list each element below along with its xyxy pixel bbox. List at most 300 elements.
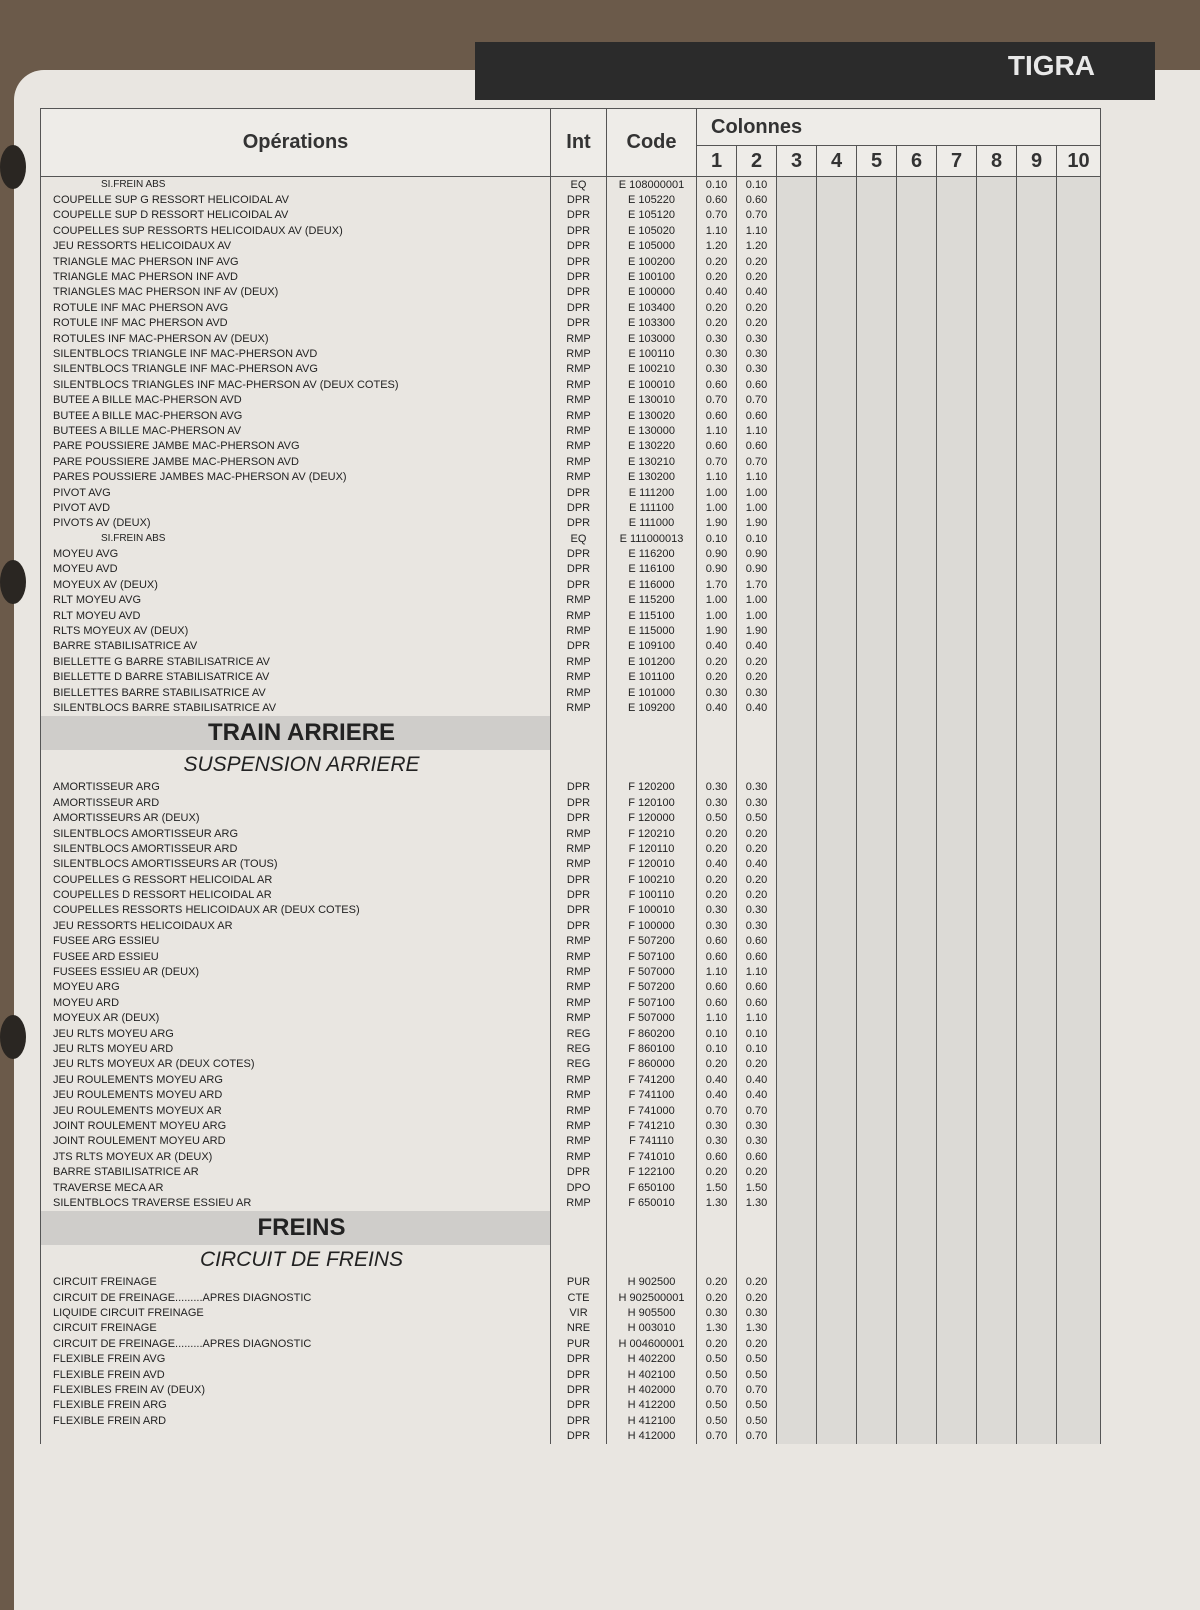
empty-column-cell bbox=[777, 177, 817, 193]
empty-column-cell bbox=[857, 1134, 897, 1149]
empty-column-cell bbox=[777, 685, 817, 700]
empty-column-cell bbox=[1017, 1382, 1057, 1397]
empty-column-cell bbox=[1057, 439, 1101, 454]
empty-column-cell bbox=[857, 1290, 897, 1305]
empty-column-cell bbox=[937, 1275, 977, 1290]
code-cell: F 120000 bbox=[607, 810, 697, 825]
table-row bbox=[41, 1149, 1101, 1164]
empty-column-cell bbox=[777, 810, 817, 825]
empty-column-cell bbox=[817, 1211, 857, 1245]
empty-column-cell bbox=[937, 1134, 977, 1149]
empty-column-cell bbox=[817, 593, 857, 608]
empty-column-cell bbox=[1017, 1118, 1057, 1133]
empty-column-cell bbox=[897, 857, 937, 872]
col2-value: 1.20 bbox=[737, 239, 777, 254]
code-cell: F 507100 bbox=[607, 949, 697, 964]
empty-column-cell bbox=[977, 980, 1017, 995]
empty-column-cell bbox=[857, 872, 897, 887]
empty-column-cell bbox=[937, 1352, 977, 1367]
empty-column-cell bbox=[817, 872, 857, 887]
code-cell bbox=[607, 1211, 697, 1245]
int-cell: RMP bbox=[551, 331, 607, 346]
table-row bbox=[41, 423, 1101, 438]
int-cell: DPR bbox=[551, 903, 607, 918]
empty-column-cell bbox=[897, 546, 937, 561]
empty-column-cell bbox=[817, 177, 857, 193]
empty-column-cell bbox=[1057, 454, 1101, 469]
col2-value: 0.40 bbox=[737, 639, 777, 654]
empty-column-cell bbox=[1057, 208, 1101, 223]
empty-column-cell bbox=[897, 639, 937, 654]
empty-column-cell bbox=[937, 469, 977, 484]
operation-cell: CIRCUIT FREINAGE bbox=[41, 1275, 551, 1290]
int-cell: DPR bbox=[551, 516, 607, 531]
operation-cell: RLT MOYEU AVD bbox=[41, 608, 551, 623]
empty-column-cell bbox=[1017, 623, 1057, 638]
empty-column-cell bbox=[817, 826, 857, 841]
empty-column-cell bbox=[1017, 795, 1057, 810]
col2-value: 0.30 bbox=[737, 1305, 777, 1320]
empty-column-cell bbox=[817, 1290, 857, 1305]
col2-value: 0.60 bbox=[737, 408, 777, 423]
table-row bbox=[41, 285, 1101, 300]
table-row bbox=[41, 1057, 1101, 1072]
col2-value: 1.00 bbox=[737, 608, 777, 623]
empty-column-cell bbox=[897, 485, 937, 500]
col1-value: 1.10 bbox=[697, 423, 737, 438]
empty-column-cell bbox=[857, 577, 897, 592]
empty-column-cell bbox=[1017, 408, 1057, 423]
empty-column-cell bbox=[1057, 316, 1101, 331]
empty-column-cell bbox=[1017, 903, 1057, 918]
col1-value: 0.40 bbox=[697, 857, 737, 872]
operation-cell: JOINT ROULEMENT MOYEU ARG bbox=[41, 1118, 551, 1133]
empty-column-cell bbox=[937, 346, 977, 361]
code-cell: F 741200 bbox=[607, 1072, 697, 1087]
empty-column-cell bbox=[897, 964, 937, 979]
operation-cell: RLT MOYEU AVG bbox=[41, 593, 551, 608]
empty-column-cell bbox=[817, 254, 857, 269]
empty-column-cell bbox=[817, 1026, 857, 1041]
operation-cell: FLEXIBLE FREIN ARG bbox=[41, 1398, 551, 1413]
col1-value: 0.30 bbox=[697, 1134, 737, 1149]
col1-value: 1.30 bbox=[697, 1195, 737, 1210]
operation-cell: SUSPENSION ARRIERE bbox=[41, 750, 551, 780]
col2-value: 1.10 bbox=[737, 1011, 777, 1026]
int-cell: DPR bbox=[551, 577, 607, 592]
empty-column-cell bbox=[1017, 1429, 1057, 1444]
empty-column-cell bbox=[1017, 700, 1057, 715]
col1-value: 0.40 bbox=[697, 285, 737, 300]
int-cell: DPR bbox=[551, 1429, 607, 1444]
empty-column-cell bbox=[897, 1118, 937, 1133]
table-row bbox=[41, 685, 1101, 700]
empty-column-cell bbox=[1017, 949, 1057, 964]
empty-column-cell bbox=[777, 623, 817, 638]
empty-column-cell bbox=[1057, 934, 1101, 949]
empty-column-cell bbox=[1057, 949, 1101, 964]
empty-column-cell bbox=[777, 700, 817, 715]
table-row bbox=[41, 531, 1101, 546]
col1-value: 0.30 bbox=[697, 346, 737, 361]
operation-cell: COUPELLES RESSORTS HELICOIDAUX AR (DEUX COTES) bbox=[41, 903, 551, 918]
empty-column-cell bbox=[937, 1382, 977, 1397]
empty-column-cell bbox=[817, 239, 857, 254]
code-cell: E 111200 bbox=[607, 485, 697, 500]
empty-column-cell bbox=[777, 239, 817, 254]
empty-column-cell bbox=[937, 1180, 977, 1195]
operation-cell: TRIANGLE MAC PHERSON INF AVD bbox=[41, 269, 551, 284]
code-cell: E 115100 bbox=[607, 608, 697, 623]
int-cell: DPR bbox=[551, 208, 607, 223]
empty-column-cell bbox=[937, 1429, 977, 1444]
empty-column-cell bbox=[897, 654, 937, 669]
empty-column-cell bbox=[857, 1245, 897, 1275]
col2-value: 0.30 bbox=[737, 685, 777, 700]
empty-column-cell bbox=[977, 670, 1017, 685]
empty-column-cell bbox=[977, 516, 1017, 531]
empty-column-cell bbox=[817, 1134, 857, 1149]
col1-value: 0.30 bbox=[697, 362, 737, 377]
int-cell: DPR bbox=[551, 500, 607, 515]
code-cell: F 860200 bbox=[607, 1026, 697, 1041]
operation-cell: SILENTBLOCS TRIANGLE INF MAC-PHERSON AVD bbox=[41, 346, 551, 361]
empty-column-cell bbox=[977, 392, 1017, 407]
operation-cell: ROTULE INF MAC PHERSON AVG bbox=[41, 300, 551, 315]
header-colonnes: Colonnes bbox=[697, 109, 1101, 146]
empty-column-cell bbox=[857, 1211, 897, 1245]
empty-column-cell bbox=[1017, 1087, 1057, 1102]
operation-cell: ROTULE INF MAC PHERSON AVD bbox=[41, 316, 551, 331]
empty-column-cell bbox=[937, 300, 977, 315]
operation-cell: CIRCUIT DE FREINS bbox=[41, 1245, 551, 1275]
empty-column-cell bbox=[977, 454, 1017, 469]
int-cell: REG bbox=[551, 1041, 607, 1056]
code-cell: H 902500 bbox=[607, 1275, 697, 1290]
empty-column-cell bbox=[857, 254, 897, 269]
empty-column-cell bbox=[817, 639, 857, 654]
empty-column-cell bbox=[937, 331, 977, 346]
empty-column-cell bbox=[1057, 331, 1101, 346]
col1-value: 0.10 bbox=[697, 177, 737, 193]
empty-column-cell bbox=[897, 593, 937, 608]
empty-column-cell bbox=[1057, 1382, 1101, 1397]
empty-column-cell bbox=[857, 408, 897, 423]
empty-column-cell bbox=[817, 423, 857, 438]
empty-column-cell bbox=[777, 469, 817, 484]
code-cell: F 120100 bbox=[607, 795, 697, 810]
code-cell: E 111000013 bbox=[607, 531, 697, 546]
code-cell: F 100010 bbox=[607, 903, 697, 918]
empty-column-cell bbox=[857, 1164, 897, 1179]
col1-value: 0.60 bbox=[697, 1149, 737, 1164]
col1-value: 0.60 bbox=[697, 408, 737, 423]
empty-column-cell bbox=[977, 423, 1017, 438]
col2-value: 0.60 bbox=[737, 949, 777, 964]
empty-column-cell bbox=[1017, 826, 1057, 841]
operation-cell: AMORTISSEUR ARD bbox=[41, 795, 551, 810]
empty-column-cell bbox=[1057, 795, 1101, 810]
empty-column-cell bbox=[937, 1305, 977, 1320]
code-cell: E 130020 bbox=[607, 408, 697, 423]
col1-value: 0.20 bbox=[697, 316, 737, 331]
brand-title: TIGRA bbox=[1007, 50, 1095, 81]
empty-column-cell bbox=[897, 423, 937, 438]
code-cell: H 402200 bbox=[607, 1352, 697, 1367]
col1-value: 0.30 bbox=[697, 1118, 737, 1133]
empty-column-cell bbox=[937, 500, 977, 515]
int-cell: RMP bbox=[551, 346, 607, 361]
empty-column-cell bbox=[857, 346, 897, 361]
empty-column-cell bbox=[857, 670, 897, 685]
operation-cell: JEU ROULEMENTS MOYEU ARD bbox=[41, 1087, 551, 1102]
empty-column-cell bbox=[977, 223, 1017, 238]
empty-column-cell bbox=[897, 1305, 937, 1320]
empty-column-cell bbox=[897, 995, 937, 1010]
table-row bbox=[41, 239, 1101, 254]
empty-column-cell bbox=[777, 918, 817, 933]
empty-column-cell bbox=[777, 254, 817, 269]
int-cell: RMP bbox=[551, 995, 607, 1010]
empty-column-cell bbox=[937, 1149, 977, 1164]
empty-column-cell bbox=[1017, 562, 1057, 577]
table-row bbox=[41, 1382, 1101, 1397]
empty-column-cell bbox=[817, 810, 857, 825]
col2-value: 0.60 bbox=[737, 995, 777, 1010]
code-cell bbox=[607, 716, 697, 750]
operation-cell: PIVOT AVD bbox=[41, 500, 551, 515]
empty-column-cell bbox=[817, 208, 857, 223]
int-cell: RMP bbox=[551, 1134, 607, 1149]
int-cell: DPR bbox=[551, 1367, 607, 1382]
empty-column-cell bbox=[1057, 857, 1101, 872]
empty-column-cell bbox=[1057, 562, 1101, 577]
empty-column-cell bbox=[857, 623, 897, 638]
int-cell bbox=[551, 1245, 607, 1275]
empty-column-cell bbox=[777, 577, 817, 592]
empty-column-cell bbox=[817, 1382, 857, 1397]
empty-column-cell bbox=[897, 1072, 937, 1087]
table-row bbox=[41, 903, 1101, 918]
empty-column-cell bbox=[817, 1149, 857, 1164]
empty-column-cell bbox=[817, 392, 857, 407]
empty-column-cell bbox=[1057, 1134, 1101, 1149]
col1-value: 0.60 bbox=[697, 192, 737, 207]
empty-column-cell bbox=[777, 316, 817, 331]
col2-value: 0.50 bbox=[737, 810, 777, 825]
int-cell: NRE bbox=[551, 1321, 607, 1336]
col2-value: 0.10 bbox=[737, 531, 777, 546]
empty-column-cell bbox=[977, 750, 1017, 780]
int-cell: DPR bbox=[551, 192, 607, 207]
empty-column-cell bbox=[1017, 964, 1057, 979]
col1-value: 0.70 bbox=[697, 208, 737, 223]
empty-column-cell bbox=[1057, 377, 1101, 392]
empty-column-cell bbox=[977, 826, 1017, 841]
empty-column-cell bbox=[1057, 485, 1101, 500]
empty-column-cell bbox=[937, 964, 977, 979]
col1-value: 0.70 bbox=[697, 392, 737, 407]
empty-column-cell bbox=[897, 346, 937, 361]
empty-column-cell bbox=[817, 1305, 857, 1320]
col2-value: 1.10 bbox=[737, 964, 777, 979]
empty-column-cell bbox=[817, 1321, 857, 1336]
code-cell: F 100110 bbox=[607, 887, 697, 902]
empty-column-cell bbox=[1017, 1211, 1057, 1245]
empty-column-cell bbox=[977, 469, 1017, 484]
empty-column-cell bbox=[897, 1352, 937, 1367]
empty-column-cell bbox=[817, 1041, 857, 1056]
code-cell: H 412000 bbox=[607, 1429, 697, 1444]
col2-value: 1.00 bbox=[737, 500, 777, 515]
empty-column-cell bbox=[777, 454, 817, 469]
table-row bbox=[41, 1275, 1101, 1290]
empty-column-cell bbox=[897, 780, 937, 795]
empty-column-cell bbox=[1057, 1321, 1101, 1336]
col2-value: 1.30 bbox=[737, 1321, 777, 1336]
code-cell: E 130220 bbox=[607, 439, 697, 454]
col2-value: 1.90 bbox=[737, 623, 777, 638]
operation-cell: LIQUIDE CIRCUIT FREINAGE bbox=[41, 1305, 551, 1320]
empty-column-cell bbox=[937, 795, 977, 810]
empty-column-cell bbox=[977, 1305, 1017, 1320]
operation-cell: BUTEE A BILLE MAC-PHERSON AVG bbox=[41, 408, 551, 423]
empty-column-cell bbox=[937, 392, 977, 407]
table-row bbox=[41, 1026, 1101, 1041]
empty-column-cell bbox=[817, 1072, 857, 1087]
operation-cell: AMORTISSEUR ARG bbox=[41, 780, 551, 795]
empty-column-cell bbox=[1057, 964, 1101, 979]
operation-cell: SI.FREIN ABS bbox=[41, 177, 551, 193]
col2-value: 0.40 bbox=[737, 857, 777, 872]
empty-column-cell bbox=[897, 608, 937, 623]
empty-column-cell bbox=[977, 1011, 1017, 1026]
operation-cell: FUSEES ESSIEU AR (DEUX) bbox=[41, 964, 551, 979]
table-row bbox=[41, 177, 1101, 193]
col1-value: 1.90 bbox=[697, 623, 737, 638]
operation-cell: FREINS bbox=[41, 1211, 551, 1245]
empty-column-cell bbox=[977, 887, 1017, 902]
empty-column-cell bbox=[1057, 700, 1101, 715]
empty-column-cell bbox=[777, 654, 817, 669]
code-cell: E 130200 bbox=[607, 469, 697, 484]
empty-column-cell bbox=[817, 562, 857, 577]
empty-column-cell bbox=[977, 1180, 1017, 1195]
empty-column-cell bbox=[977, 254, 1017, 269]
col2-value: 0.30 bbox=[737, 903, 777, 918]
empty-column-cell bbox=[897, 1382, 937, 1397]
empty-column-cell bbox=[777, 670, 817, 685]
empty-column-cell bbox=[857, 1367, 897, 1382]
empty-column-cell bbox=[1017, 346, 1057, 361]
empty-column-cell bbox=[817, 1352, 857, 1367]
code-cell: E 105220 bbox=[607, 192, 697, 207]
empty-column-cell bbox=[897, 716, 937, 750]
empty-column-cell bbox=[1057, 654, 1101, 669]
empty-column-cell bbox=[937, 780, 977, 795]
code-cell: F 741110 bbox=[607, 1134, 697, 1149]
col1-value: 0.50 bbox=[697, 1352, 737, 1367]
col1-value: 0.20 bbox=[697, 269, 737, 284]
empty-column-cell bbox=[937, 934, 977, 949]
empty-column-cell bbox=[937, 516, 977, 531]
empty-column-cell bbox=[937, 639, 977, 654]
code-cell: F 507100 bbox=[607, 995, 697, 1010]
empty-column-cell bbox=[777, 1149, 817, 1164]
empty-column-cell bbox=[857, 1429, 897, 1444]
empty-column-cell bbox=[897, 177, 937, 193]
empty-column-cell bbox=[1057, 516, 1101, 531]
code-cell: H 402100 bbox=[607, 1367, 697, 1382]
empty-column-cell bbox=[937, 562, 977, 577]
empty-column-cell bbox=[977, 1057, 1017, 1072]
empty-column-cell bbox=[937, 208, 977, 223]
code-cell: E 116100 bbox=[607, 562, 697, 577]
empty-column-cell bbox=[937, 1103, 977, 1118]
int-cell: DPR bbox=[551, 887, 607, 902]
empty-column-cell bbox=[1017, 469, 1057, 484]
table-row bbox=[41, 608, 1101, 623]
empty-column-cell bbox=[897, 1290, 937, 1305]
empty-column-cell bbox=[937, 903, 977, 918]
empty-column-cell bbox=[817, 750, 857, 780]
code-cell: E 109100 bbox=[607, 639, 697, 654]
empty-column-cell bbox=[1017, 377, 1057, 392]
empty-column-cell bbox=[1017, 750, 1057, 780]
subsection-heading-row bbox=[41, 1245, 1101, 1275]
empty-column-cell bbox=[977, 964, 1017, 979]
table-row bbox=[41, 949, 1101, 964]
empty-column-cell bbox=[977, 593, 1017, 608]
operation-cell: BIELLETTES BARRE STABILISATRICE AV bbox=[41, 685, 551, 700]
empty-column-cell bbox=[777, 531, 817, 546]
col2-value: 0.60 bbox=[737, 1149, 777, 1164]
empty-column-cell bbox=[817, 331, 857, 346]
empty-column-cell bbox=[937, 362, 977, 377]
empty-column-cell bbox=[777, 949, 817, 964]
operation-cell: JEU RLTS MOYEUX AR (DEUX COTES) bbox=[41, 1057, 551, 1072]
col2-value: 1.50 bbox=[737, 1180, 777, 1195]
empty-column-cell bbox=[977, 269, 1017, 284]
empty-column-cell bbox=[977, 795, 1017, 810]
empty-column-cell bbox=[897, 700, 937, 715]
col2-value: 0.20 bbox=[737, 1290, 777, 1305]
empty-column-cell bbox=[777, 500, 817, 515]
code-cell: F 860000 bbox=[607, 1057, 697, 1072]
empty-column-cell bbox=[817, 964, 857, 979]
table-row bbox=[41, 331, 1101, 346]
code-cell: F 120110 bbox=[607, 841, 697, 856]
empty-column-cell bbox=[897, 1103, 937, 1118]
empty-column-cell bbox=[857, 1398, 897, 1413]
empty-column-cell bbox=[857, 485, 897, 500]
code-cell: H 003010 bbox=[607, 1321, 697, 1336]
table-row bbox=[41, 485, 1101, 500]
empty-column-cell bbox=[1017, 485, 1057, 500]
empty-column-cell bbox=[1057, 810, 1101, 825]
table-row bbox=[41, 469, 1101, 484]
col1-value: 0.50 bbox=[697, 1367, 737, 1382]
int-cell: DPR bbox=[551, 780, 607, 795]
code-cell: E 100000 bbox=[607, 285, 697, 300]
empty-column-cell bbox=[977, 239, 1017, 254]
col2-value: 0.30 bbox=[737, 346, 777, 361]
empty-column-cell bbox=[937, 826, 977, 841]
table-row bbox=[41, 1164, 1101, 1179]
empty-column-cell bbox=[817, 780, 857, 795]
empty-column-cell bbox=[777, 300, 817, 315]
operation-cell: PARE POUSSIERE JAMBE MAC-PHERSON AVG bbox=[41, 439, 551, 454]
